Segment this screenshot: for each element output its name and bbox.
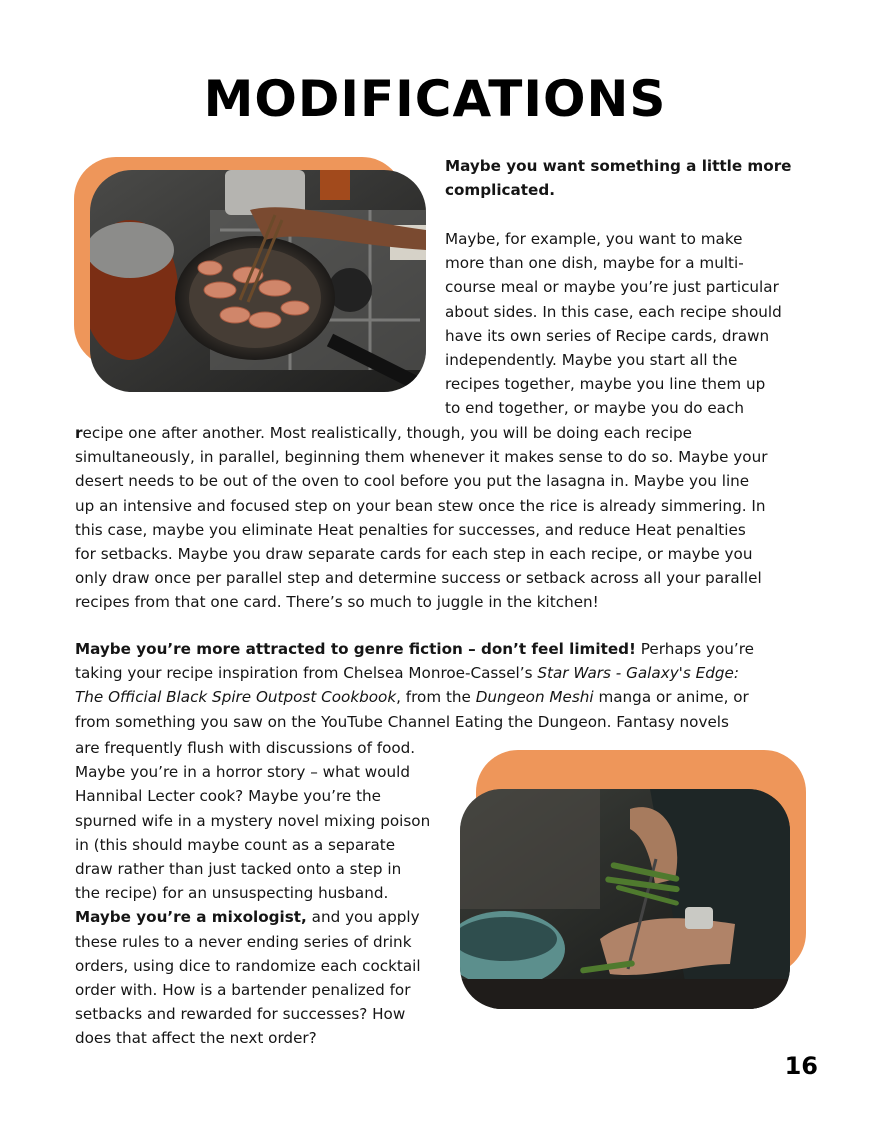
text-line: up an intensive and focused step on your bean stew once the rice is already simmering. In	[75, 496, 766, 515]
text-line: these rules to a never ending series of drink	[75, 932, 412, 951]
text-line: the recipe) for an unsuspecting husband.	[75, 884, 389, 903]
text-line: are frequently flush with discussions of food.	[75, 739, 416, 757]
shrimp-pan-photo	[90, 170, 426, 392]
text-line: simultaneously, in parallel, beginning them whenever it makes sense to do so. Maybe your	[75, 448, 768, 467]
paragraph-column-1	[445, 227, 805, 421]
text-line: have its own series of Recipe cards, drawn	[445, 326, 770, 345]
paragraph-full-1	[75, 421, 805, 615]
text-line: course meal or maybe you’re just particular	[445, 278, 779, 297]
text-line: The Official Black Spire Outpost Cookbook, from the Dungeon Meshi manga or anime, or	[75, 688, 749, 707]
text-line: to end together, or maybe you do each	[445, 399, 744, 418]
text-line: Maybe, for example, you want to make	[445, 230, 743, 248]
text-line: orders, using dice to randomize each cocktail	[75, 956, 421, 975]
text-line: about sides. In this case, each recipe should	[445, 302, 782, 321]
text-line: setbacks and rewarded for successes? How	[75, 1005, 406, 1024]
text-line: does that affect the next order?	[75, 1029, 317, 1048]
text-line: this case, maybe you eliminate Heat penalties for successes, and reduce Heat penalties	[75, 520, 746, 539]
text-line: only draw once per parallel step and determine success or setback across all your parallel	[75, 569, 762, 588]
text-line: Maybe you’re a mixologist, and you apply	[75, 908, 420, 927]
text-line: spurned wife in a mystery novel mixing poison	[75, 811, 431, 830]
text-line: recipe one after another. Most realistically, though, you will be doing each recipe	[75, 424, 693, 442]
text-line: taking your recipe inspiration from Chelsea Monroe-Cassel’s Star Wars - Galaxy's Edge:	[75, 664, 739, 683]
text-line: desert needs to be out of the oven to cool before you put the lasagna in. Maybe you line	[75, 472, 750, 491]
text-line: order with. How is a bartender penalized for	[75, 981, 411, 1000]
paragraph-column-2	[75, 736, 455, 1051]
text-line: for setbacks. Maybe you draw separate cards for each step in each recipe, or maybe you	[75, 545, 753, 564]
text-line: from something you saw on the YouTube Channel Eating the Dungeon. Fantasy novels	[75, 712, 729, 731]
page-title: MODIFICATIONS	[203, 70, 667, 128]
text-line: in (this should maybe count as a separate	[75, 835, 396, 854]
text-line: independently. Maybe you start all the	[445, 351, 738, 370]
text-line: more than one dish, maybe for a multi-	[445, 254, 744, 273]
text-line: draw rather than just tacked onto a step in	[75, 860, 402, 879]
text-line: Hannibal Lecter cook? Maybe you’re the	[75, 787, 382, 806]
paragraph-full-2	[75, 637, 805, 734]
green-beans-photo	[460, 789, 790, 1009]
lead-heading: Maybe you want something a little more complicated.	[445, 157, 792, 200]
text-line: Maybe you’re more attracted to genre fiction – don’t feel limited! Perhaps you’re	[75, 640, 755, 658]
text-line: recipes together, maybe you line them up	[445, 375, 766, 394]
page-number: 16	[784, 1052, 818, 1080]
text-line: recipes from that one card. There’s so much to juggle in the kitchen!	[75, 593, 599, 612]
text-line: Maybe you’re in a horror story – what would	[75, 763, 410, 782]
